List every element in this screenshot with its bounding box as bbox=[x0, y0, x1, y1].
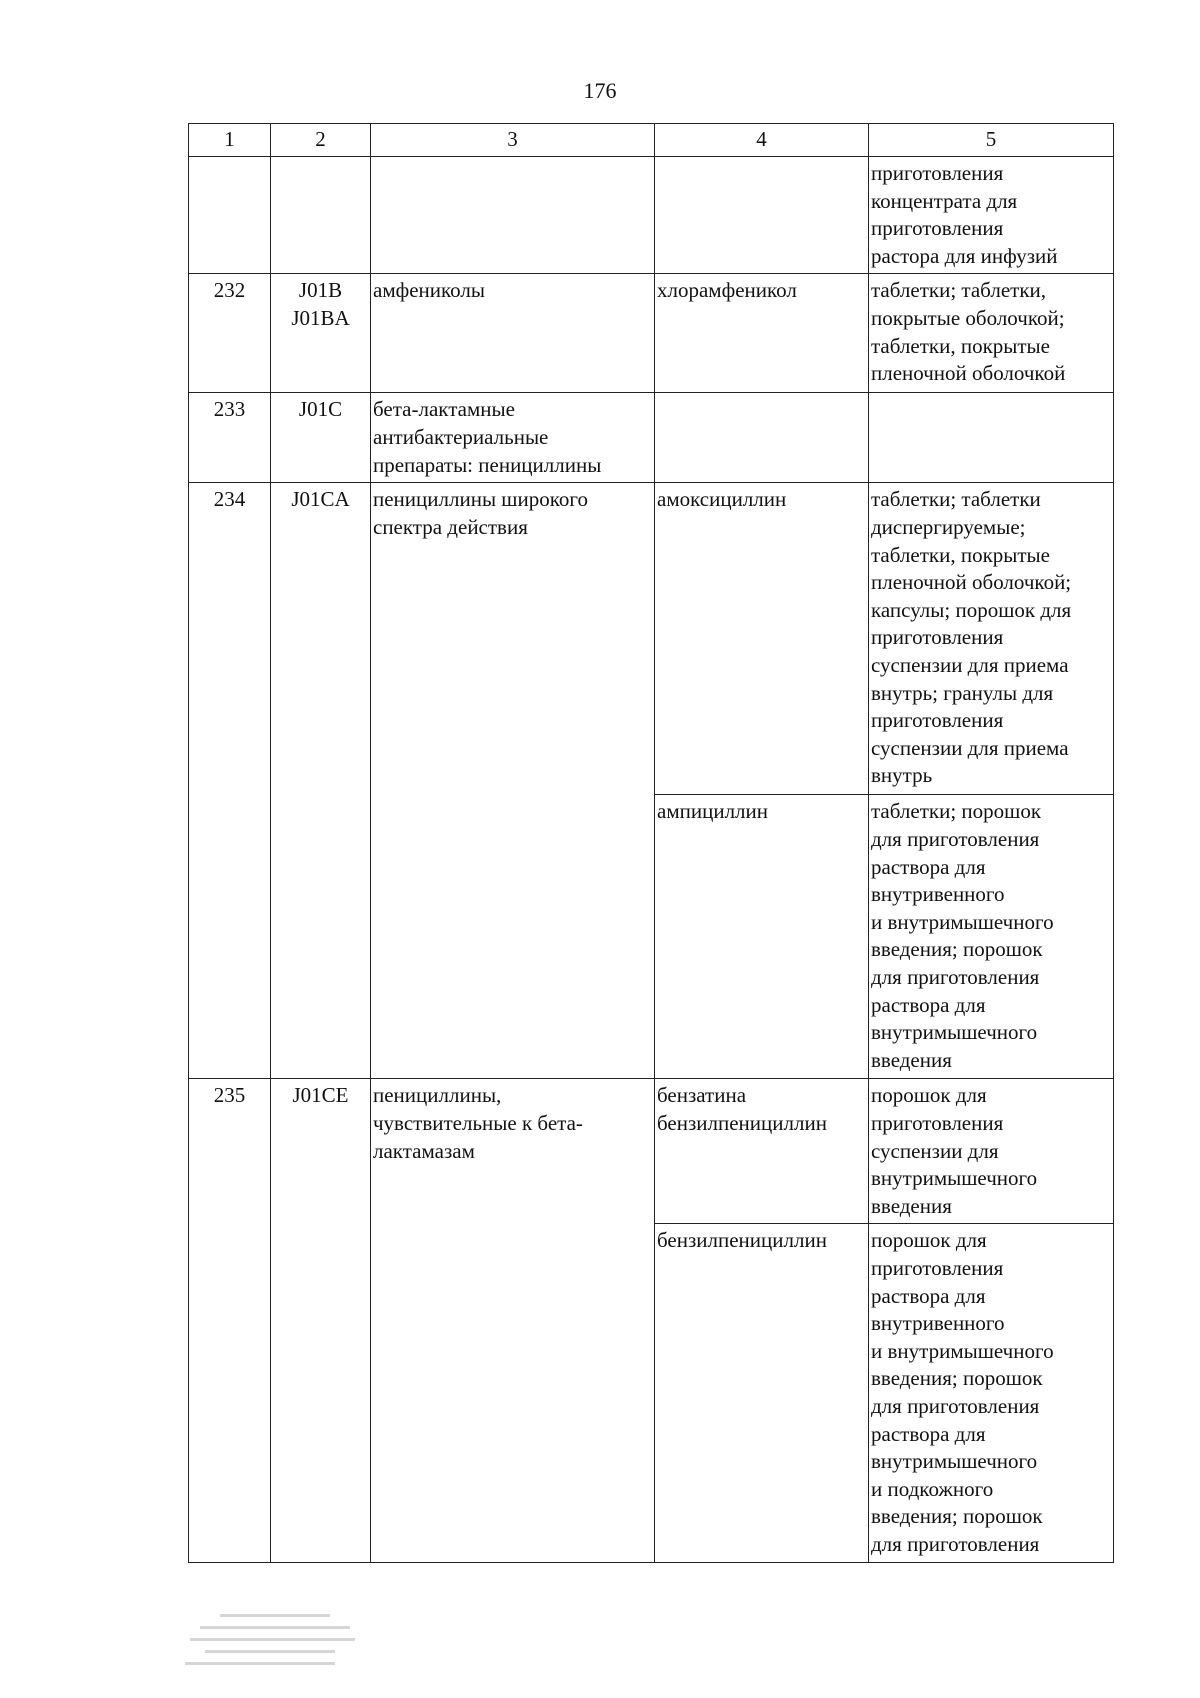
row-number-cell bbox=[189, 157, 271, 274]
group-cell bbox=[371, 157, 655, 274]
drug-cell bbox=[655, 157, 869, 274]
column-header: 3 bbox=[371, 124, 655, 157]
drug-cell: бензилпенициллин bbox=[655, 1224, 869, 1563]
drug-cell: хлорамфеникол bbox=[655, 274, 869, 393]
dosage-form-cell: порошок для приготовления суспензии для внутримышечного введения bbox=[869, 1079, 1114, 1224]
column-header: 5 bbox=[869, 124, 1114, 157]
dosage-form-cell: таблетки; порошок для приготовления раствора для внутривенного и внутримышечного введения; порошок для приготовления раствора для внутримышечного введения bbox=[869, 795, 1114, 1079]
row-number-cell: 232 bbox=[189, 274, 271, 393]
dosage-form-cell: порошок для приготовления раствора для внутривенного и внутримышечного введения; порошок для приготовления раствора для внутримышечного и подкожного введения; порошок для приготовления bbox=[869, 1224, 1114, 1563]
drug-cell bbox=[655, 393, 869, 483]
column-header: 2 bbox=[271, 124, 371, 157]
table-row bbox=[189, 393, 1114, 483]
faded-registration-stamp-icon bbox=[180, 1610, 370, 1680]
atc-code-cell: J01C bbox=[271, 393, 371, 483]
dosage-form-cell: таблетки; таблетки диспергируемые; таблетки, покрытые пленочной оболочкой; капсулы; порошок для приготовления суспензии для приема внутрь; гранулы для приготовления суспензии для приема внутрь bbox=[869, 483, 1114, 795]
medicines-table bbox=[188, 123, 1114, 1563]
atc-code-cell bbox=[271, 157, 371, 274]
dosage-form-cell: приготовления концентрата для приготовления растора для инфузий bbox=[869, 157, 1114, 274]
table-row bbox=[189, 274, 1114, 393]
atc-code-cell: J01B J01BA bbox=[271, 274, 371, 393]
dosage-form-cell: таблетки; таблетки, покрытые оболочкой; таблетки, покрытые пленочной оболочкой bbox=[869, 274, 1114, 393]
table-row bbox=[189, 157, 1114, 274]
column-header: 4 bbox=[655, 124, 869, 157]
atc-code-cell: J01CA bbox=[271, 483, 371, 1079]
drug-cell: амоксициллин bbox=[655, 483, 869, 795]
dosage-form-cell bbox=[869, 393, 1114, 483]
header-row bbox=[189, 124, 1114, 157]
column-header: 1 bbox=[189, 124, 271, 157]
group-cell: бета-лактамные антибактериальные препараты: пенициллины bbox=[371, 393, 655, 483]
drug-cell: ампициллин bbox=[655, 795, 869, 1079]
group-cell: пенициллины широкого спектра действия bbox=[371, 483, 655, 1079]
atc-code-cell: J01CE bbox=[271, 1079, 371, 1563]
group-cell: пенициллины, чувствительные к бета- лактамазам bbox=[371, 1079, 655, 1563]
row-number-cell: 235 bbox=[189, 1079, 271, 1563]
row-number-cell: 234 bbox=[189, 483, 271, 1079]
drug-cell: бензатина бензилпенициллин bbox=[655, 1079, 869, 1224]
row-number-cell: 233 bbox=[189, 393, 271, 483]
page-number: 176 bbox=[583, 78, 617, 103]
group-cell: амфениколы bbox=[371, 274, 655, 393]
table-row bbox=[189, 483, 1114, 795]
table-row bbox=[189, 1079, 1114, 1224]
